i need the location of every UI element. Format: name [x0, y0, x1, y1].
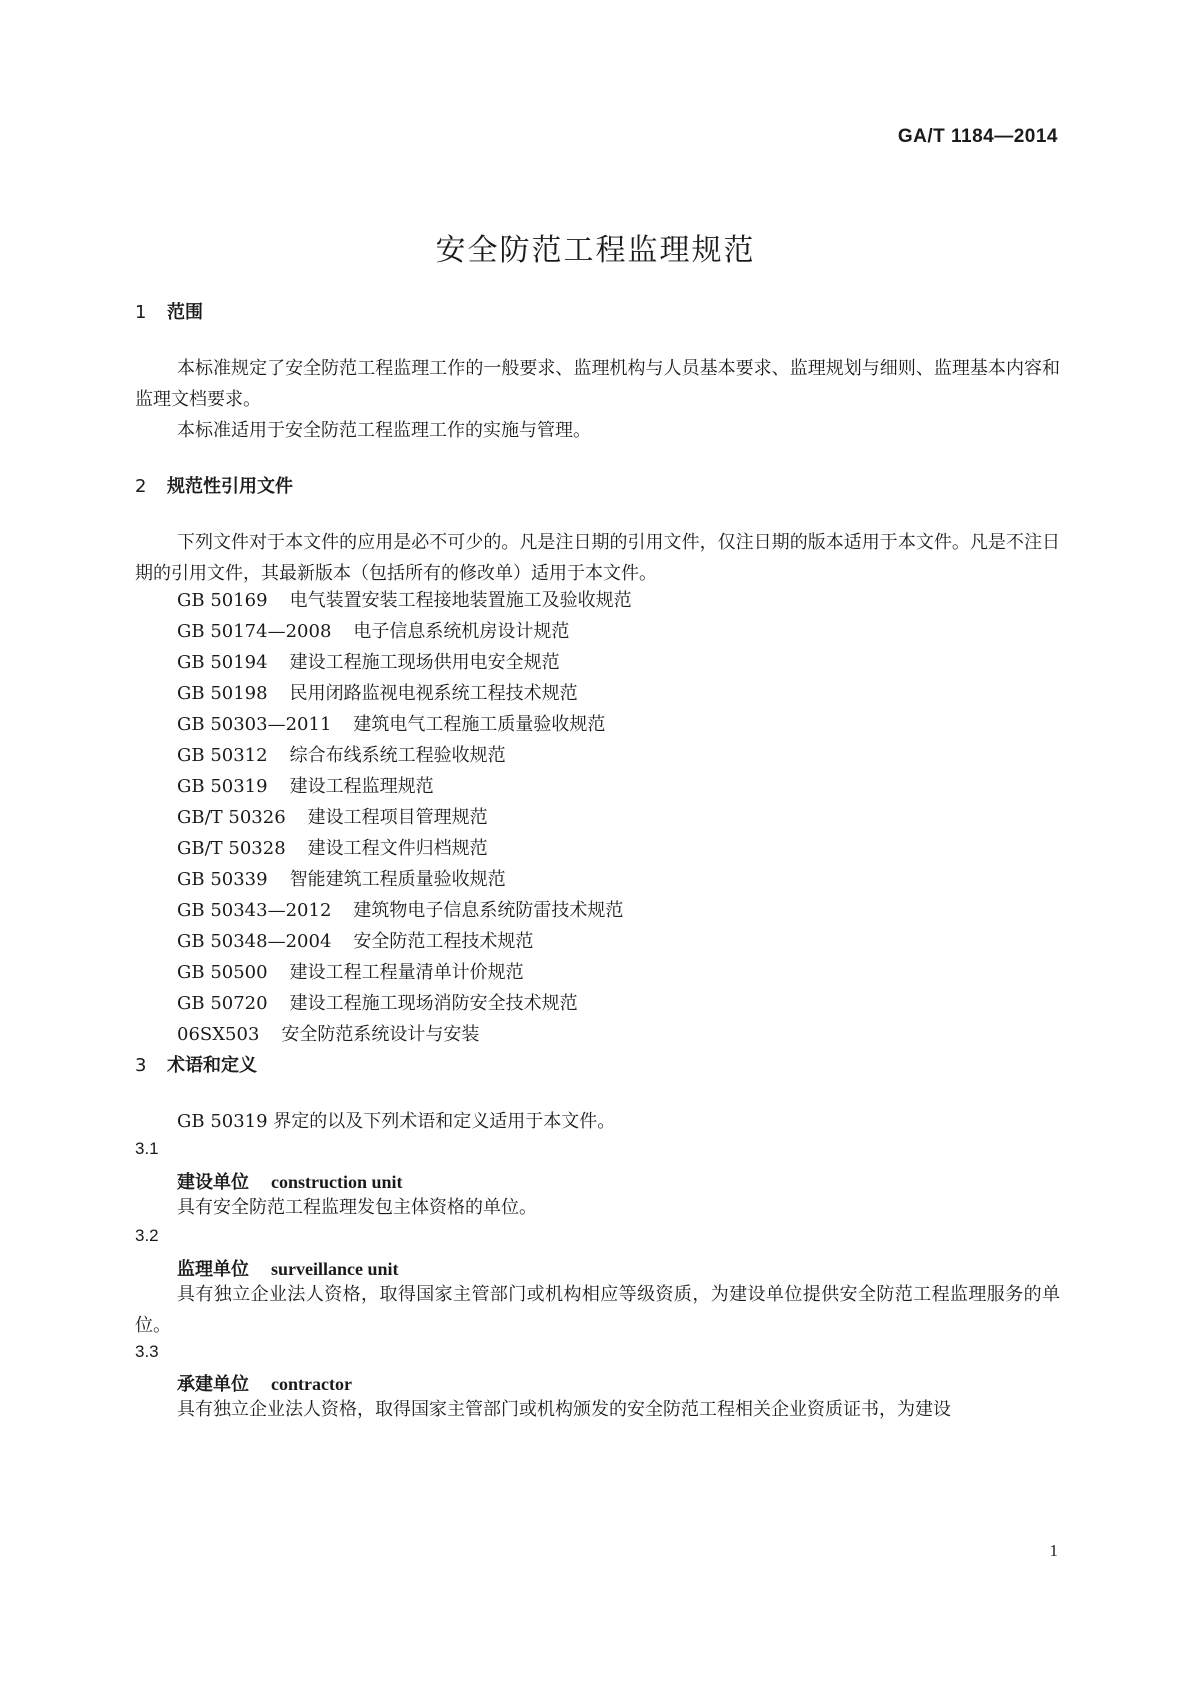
reference-title: 建设工程监理规范 — [289, 776, 434, 797]
reference-title: 安全防范工程技术规范 — [353, 931, 534, 952]
reference-item — [177, 926, 1057, 957]
reference-code: GB 50343—2012 — [177, 900, 332, 921]
paragraph: GB 50319 界定的以及下列术语和定义适用于本文件。 — [177, 1111, 616, 1132]
paragraph: 具有独立企业法人资格，取得国家主管部门或机构颁发的安全防范工程相关企业资质证书，为建设 — [177, 1399, 951, 1420]
section-2-intro — [135, 527, 1060, 589]
reference-item — [177, 833, 1057, 864]
section-title: 术语和定义 — [167, 1055, 257, 1076]
paragraph: 本标准规定了安全防范工程监理工作的一般要求、监理机构与人员基本要求、监理规划与细则、监理基本内容和监理文档要求。 — [135, 358, 1060, 410]
paragraph: 本标准适用于安全防范工程监理工作的实施与管理。 — [177, 420, 591, 441]
term-title — [177, 1168, 403, 1194]
reference-title: 综合布线系统工程验收规范 — [289, 745, 506, 766]
paragraph: 下列文件对于本文件的应用是必不可少的。凡是注日期的引用文件，仅注日期的版本适用于本文件。凡是不注日期的引用文件，其最新版本（包括所有的修改单）适用于本文件。 — [135, 532, 1060, 584]
paragraph: 具有独立企业法人资格，取得国家主管部门或机构相应等级资质，为建设单位提供安全防范工程监理服务的单位。 — [135, 1284, 1060, 1336]
section-number: 1 — [135, 302, 147, 323]
reference-title: 电气装置安装工程接地装置施工及验收规范 — [289, 590, 632, 611]
section-title: 范围 — [167, 302, 203, 323]
reference-code: GB 50174—2008 — [177, 621, 332, 642]
section-2-heading — [135, 472, 293, 498]
page-title: 安全防范工程监理规范 — [435, 233, 756, 268]
reference-title: 民用闭路监视电视系统工程技术规范 — [289, 683, 578, 704]
term-title — [177, 1370, 352, 1396]
section-3-heading — [135, 1051, 257, 1077]
term-en: construction unit — [271, 1172, 403, 1192]
term-definition — [135, 1279, 1060, 1341]
term-number: 3.3 — [135, 1342, 159, 1361]
reference-item — [177, 895, 1057, 926]
reference-code: GB 50198 — [177, 683, 268, 704]
reference-item — [177, 988, 1057, 1019]
section-3-intro — [135, 1106, 1060, 1137]
reference-title: 电子信息系统机房设计规范 — [353, 621, 570, 642]
reference-code: GB 50194 — [177, 652, 268, 673]
section-number: 2 — [135, 476, 147, 497]
reference-title: 智能建筑工程质量验收规范 — [289, 869, 506, 890]
reference-code: GB 50169 — [177, 590, 268, 611]
reference-code: GB 50720 — [177, 993, 268, 1014]
reference-code: GB 50348—2004 — [177, 931, 332, 952]
reference-item — [177, 771, 1057, 802]
term-definition — [135, 1192, 1060, 1223]
standard-code: GA/T 1184—2014 — [897, 126, 1058, 147]
term-en: contractor — [271, 1374, 352, 1394]
reference-code: GB 50339 — [177, 869, 268, 890]
term-zh: 建设单位 — [177, 1172, 249, 1193]
section-1-body — [135, 353, 1060, 446]
term-number: 3.1 — [135, 1139, 159, 1158]
reference-title: 建设工程文件归档规范 — [307, 838, 488, 859]
paragraph: 具有安全防范工程监理发包主体资格的单位。 — [177, 1197, 537, 1218]
term-zh: 监理单位 — [177, 1259, 249, 1280]
reference-item — [177, 678, 1057, 709]
reference-code: 06SX503 — [177, 1024, 260, 1045]
reference-item — [177, 802, 1057, 833]
reference-code: GB/T 50326 — [177, 807, 286, 828]
reference-code: GB/T 50328 — [177, 838, 286, 859]
reference-title: 建设工程施工现场供用电安全规范 — [289, 652, 560, 673]
reference-title: 建设工程工程量清单计价规范 — [289, 962, 524, 983]
reference-item — [177, 647, 1057, 678]
reference-title: 建设工程项目管理规范 — [307, 807, 488, 828]
reference-code: GB 50303—2011 — [177, 714, 332, 735]
term-zh: 承建单位 — [177, 1374, 249, 1395]
reference-title: 安全防范系统设计与安装 — [281, 1024, 480, 1045]
page-number: 1 — [1049, 1541, 1058, 1560]
reference-title: 建设工程施工现场消防安全技术规范 — [289, 993, 578, 1014]
reference-code: GB 50312 — [177, 745, 268, 766]
reference-item — [177, 740, 1057, 771]
section-title: 规范性引用文件 — [167, 476, 293, 497]
term-definition — [135, 1394, 1060, 1425]
reference-code: GB 50500 — [177, 962, 268, 983]
reference-code: GB 50319 — [177, 776, 268, 797]
reference-item — [177, 585, 1057, 616]
reference-title: 建筑电气工程施工质量验收规范 — [353, 714, 606, 735]
section-1-heading — [135, 298, 203, 324]
reference-item — [177, 709, 1057, 740]
reference-item — [177, 616, 1057, 647]
reference-item — [177, 864, 1057, 895]
reference-item — [177, 1019, 1057, 1050]
section-number: 3 — [135, 1055, 147, 1076]
term-number: 3.2 — [135, 1226, 159, 1245]
reference-item — [177, 957, 1057, 988]
reference-list — [177, 585, 1057, 1050]
term-en: surveillance unit — [271, 1259, 399, 1279]
term-title — [177, 1255, 399, 1281]
reference-title: 建筑物电子信息系统防雷技术规范 — [353, 900, 624, 921]
